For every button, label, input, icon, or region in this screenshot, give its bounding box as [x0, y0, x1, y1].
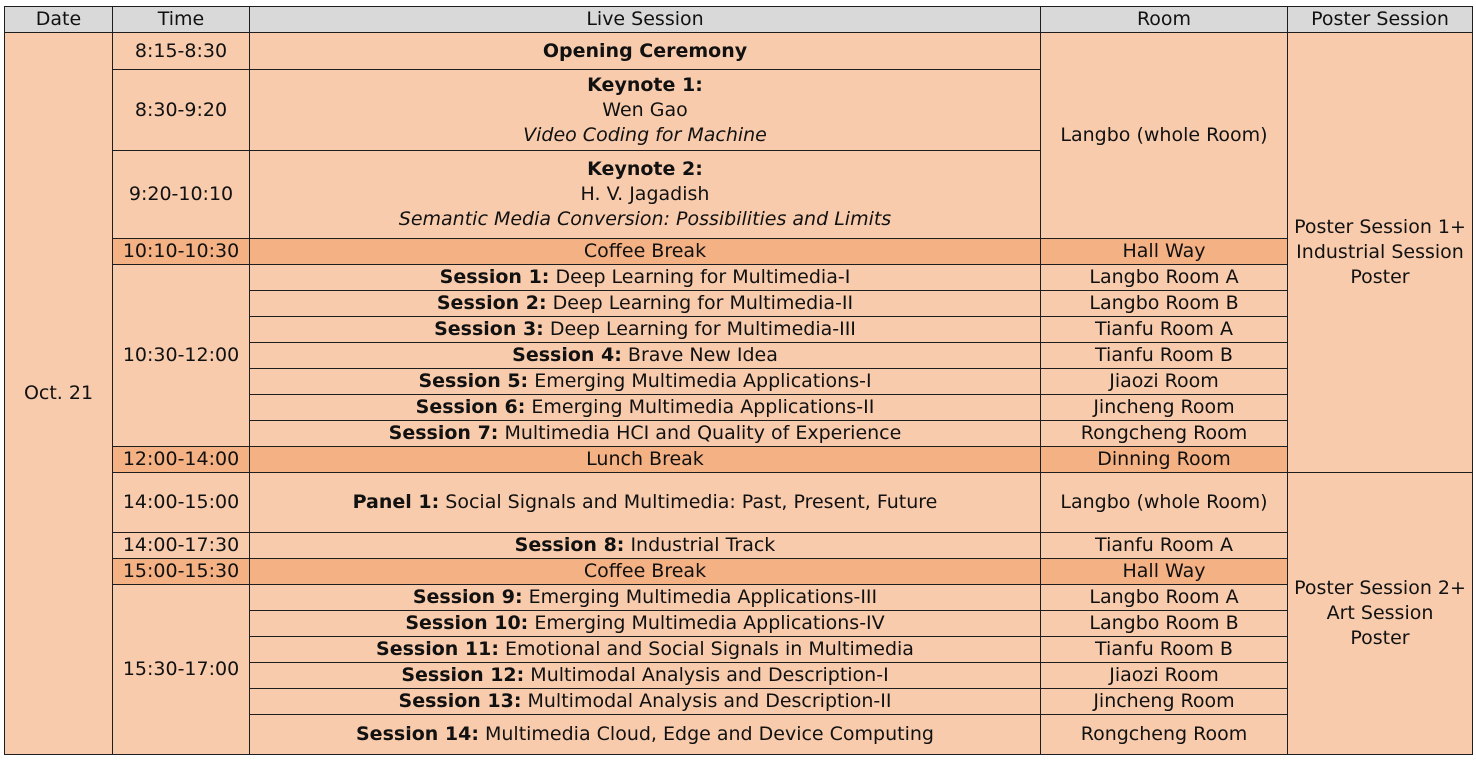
keynote-1-cell	[250, 70, 1041, 151]
session-3-cell	[250, 317, 1041, 343]
session-label: Session 1:	[439, 266, 550, 288]
session-9-cell	[250, 585, 1041, 611]
keynote-title: Keynote 2:	[587, 158, 703, 180]
session-title: Emerging Multimedia Applications-I	[534, 370, 872, 392]
table-row	[5, 585, 1473, 611]
room-cell: Rongcheng Room	[1041, 715, 1288, 755]
table-row	[5, 473, 1473, 533]
session-title: Multimodal Analysis and Description-II	[527, 690, 892, 712]
time-cell: 9:20-10:10	[113, 151, 250, 239]
room-cell-langbo-whole: Langbo (whole Room)	[1041, 33, 1288, 239]
poster-session-2-line: Poster Session 2+	[1294, 577, 1466, 599]
header-row	[5, 7, 1473, 33]
room-cell: Rongcheng Room	[1041, 421, 1288, 447]
poster-session-2-line: Poster	[1350, 627, 1410, 649]
session-title: Deep Learning for Multimedia-I	[555, 266, 851, 288]
session-title: Multimodal Analysis and Description-I	[530, 664, 889, 686]
session-label: Session 5:	[418, 370, 529, 392]
time-cell: 15:30-17:00	[113, 585, 250, 755]
room-cell: Jincheng Room	[1041, 689, 1288, 715]
panel-1-cell	[250, 473, 1041, 533]
poster-session-1-line: Poster	[1350, 266, 1410, 288]
session-10-cell	[250, 611, 1041, 637]
session-label: Session 8:	[514, 534, 625, 556]
room-cell: Tianfu Room A	[1041, 317, 1288, 343]
session-2-cell	[250, 291, 1041, 317]
session-label: Panel 1:	[352, 491, 440, 513]
date-cell: Oct. 21	[5, 33, 113, 755]
room-cell: Langbo Room B	[1041, 291, 1288, 317]
session-label: Session 10:	[405, 612, 529, 634]
table-row	[5, 265, 1473, 291]
session-title: Social Signals and Multimedia: Past, Present, Future	[445, 491, 938, 513]
keynote-title: Keynote 1:	[587, 73, 703, 96]
session-label: Session 2:	[436, 292, 547, 314]
header-room: Room	[1041, 7, 1288, 33]
table-row	[5, 447, 1473, 473]
poster-session-1-cell	[1288, 33, 1473, 473]
time-cell: 10:10-10:30	[113, 239, 250, 265]
session-label: Session 13:	[398, 690, 522, 712]
session-label: Session 11:	[376, 638, 499, 660]
session-title: Emotional and Social Signals in Multimedia	[505, 638, 914, 660]
session-5-cell	[250, 369, 1041, 395]
schedule-container	[4, 6, 1473, 755]
time-cell: 10:30-12:00	[113, 265, 250, 447]
session-title: Emerging Multimedia Applications-II	[531, 396, 875, 418]
table-row	[5, 533, 1473, 559]
session-title: Brave New Idea	[627, 344, 778, 366]
poster-session-1-line: Industrial Session	[1296, 241, 1464, 263]
session-label: Session 7:	[388, 422, 499, 444]
keynote-speaker: Wen Gao	[602, 98, 688, 121]
session-14-cell	[250, 715, 1041, 755]
room-cell: Hall Way	[1041, 559, 1288, 585]
session-1-cell	[250, 265, 1041, 291]
session-13-cell	[250, 689, 1041, 715]
lunch-break: Lunch Break	[250, 447, 1041, 473]
session-title: Industrial Track	[630, 534, 776, 556]
room-cell: Jincheng Room	[1041, 395, 1288, 421]
keynote-speaker: H. V. Jagadish	[580, 183, 710, 205]
keynote-talk: Semantic Media Conversion: Possibilities and Limits	[398, 208, 892, 230]
session-title: Emerging Multimedia Applications-III	[528, 586, 878, 608]
session-label: Session 3:	[434, 318, 544, 340]
header-date: Date	[5, 7, 113, 33]
coffee-break: Coffee Break	[250, 559, 1041, 585]
time-cell: 12:00-14:00	[113, 447, 250, 473]
session-title: Deep Learning for Multimedia-II	[552, 292, 854, 314]
time-cell: 14:00-17:30	[113, 533, 250, 559]
opening-ceremony: Opening Ceremony	[250, 33, 1041, 70]
session-label: Session 4:	[512, 344, 622, 366]
poster-session-1-line: Poster Session 1+	[1294, 216, 1466, 238]
poster-session-2-line: Art Session	[1326, 602, 1434, 624]
room-cell: Langbo Room B	[1041, 611, 1288, 637]
time-cell: 8:15-8:30	[113, 33, 250, 70]
table-row	[5, 239, 1473, 265]
poster-session-2-cell	[1288, 473, 1473, 755]
session-7-cell	[250, 421, 1041, 447]
room-cell: Dinning Room	[1041, 447, 1288, 473]
header-poster-session: Poster Session	[1288, 7, 1473, 33]
session-title: Multimedia HCI and Quality of Experience	[504, 422, 902, 444]
room-cell: Tianfu Room A	[1041, 533, 1288, 559]
schedule-table	[4, 6, 1473, 755]
session-label: Session 14:	[356, 723, 479, 745]
session-8-cell	[250, 533, 1041, 559]
session-title: Deep Learning for Multimedia-III	[549, 318, 856, 340]
session-title: Emerging Multimedia Applications-IV	[534, 612, 885, 634]
session-4-cell	[250, 343, 1041, 369]
keynote-talk: Video Coding for Machine	[523, 123, 767, 146]
coffee-break: Coffee Break	[250, 239, 1041, 265]
header-live-session: Live Session	[250, 7, 1041, 33]
room-cell: Langbo (whole Room)	[1041, 473, 1288, 533]
session-6-cell	[250, 395, 1041, 421]
session-12-cell	[250, 663, 1041, 689]
room-cell: Jiaozi Room	[1041, 663, 1288, 689]
time-cell: 15:00-15:30	[113, 559, 250, 585]
room-cell: Langbo Room A	[1041, 265, 1288, 291]
time-cell: 8:30-9:20	[113, 70, 250, 151]
time-cell: 14:00-15:00	[113, 473, 250, 533]
table-row	[5, 33, 1473, 70]
room-cell: Tianfu Room B	[1041, 637, 1288, 663]
room-cell: Langbo Room A	[1041, 585, 1288, 611]
session-label: Session 12:	[401, 664, 525, 686]
session-title: Multimedia Cloud, Edge and Device Computing	[484, 723, 934, 745]
session-11-cell	[250, 637, 1041, 663]
keynote-2-cell	[250, 151, 1041, 239]
session-label: Session 9:	[412, 586, 523, 608]
room-cell: Hall Way	[1041, 239, 1288, 265]
session-label: Session 6:	[415, 396, 526, 418]
header-time: Time	[113, 7, 250, 33]
table-row	[5, 559, 1473, 585]
room-cell: Jiaozi Room	[1041, 369, 1288, 395]
room-cell: Tianfu Room B	[1041, 343, 1288, 369]
